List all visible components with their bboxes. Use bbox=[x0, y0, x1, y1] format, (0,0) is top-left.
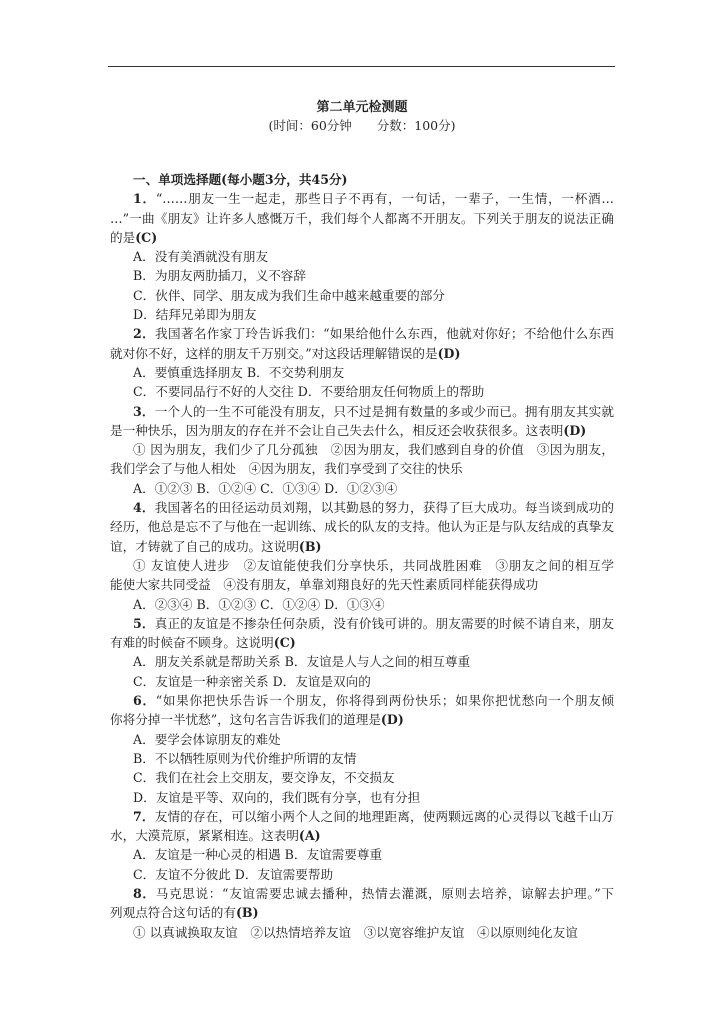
answer-letter: B bbox=[304, 538, 316, 554]
answer-paren: ) bbox=[397, 712, 404, 728]
stem-text: 水，大漠荒原，紧紧相连。这表明 bbox=[110, 828, 299, 844]
stem-text: …”一曲《朋友》让许多人感慨万千，我们每个人都离不开朋友。下列关于朋友的说法正确 bbox=[110, 210, 614, 226]
question-number: 1． bbox=[133, 191, 156, 207]
page-title: 第二单元检测题 bbox=[316, 100, 408, 115]
answer-letter: C bbox=[141, 229, 152, 245]
stem-text: 是一种快乐，因为朋友的存在并不会让自己失去什么，相反还会收获很多。这表明 bbox=[110, 422, 564, 438]
question-stem-line bbox=[110, 884, 614, 903]
question-stem-line bbox=[110, 402, 614, 421]
question-number: 8． bbox=[133, 885, 156, 901]
stem-text: 真正的友谊是不掺杂任何杂质，没有价钱可讲的。朋友需要的时候不请自来，朋友 bbox=[154, 615, 614, 631]
option-line: C．友谊是一种亲密关系 D．友谊是双向的 bbox=[133, 673, 371, 689]
question-number: 5． bbox=[133, 615, 155, 631]
answer-paren: ( bbox=[380, 712, 387, 728]
stem-text: 就对你不好，这样的朋友千万别交。”对这段话理解错误的是 bbox=[110, 345, 438, 361]
answer-paren: ) bbox=[315, 538, 322, 554]
question-stem-line bbox=[110, 209, 614, 228]
option-line: D．结拜兄弟即为朋友 bbox=[133, 307, 257, 323]
statement-line: ① 友谊使人进步 ②友谊能使我们分享快乐，共同战胜困难 ③朋友之间的相互学 bbox=[133, 557, 614, 573]
option-line: A．要学会体谅朋友的难处 bbox=[133, 731, 281, 747]
answer-paren: ( bbox=[235, 905, 242, 921]
answer-paren: ( bbox=[437, 345, 444, 361]
question-stem-line bbox=[110, 807, 614, 826]
question-stem-line bbox=[110, 344, 614, 363]
question-stem-line bbox=[110, 189, 614, 208]
question-number: 6． bbox=[133, 693, 156, 709]
question-number: 3． bbox=[133, 403, 155, 419]
answer-paren: ) bbox=[454, 345, 461, 361]
option-line: C．友谊不分彼此 D．友谊需要帮助 bbox=[133, 866, 334, 882]
answer-paren: ) bbox=[289, 635, 296, 651]
question-number: 4． bbox=[133, 500, 155, 516]
stem-text: “……朋友一生一起走，那些日子不再有，一句话，一辈子，一生情，一杯酒… bbox=[155, 191, 614, 207]
question-number: 2． bbox=[133, 326, 156, 342]
header-rule bbox=[108, 66, 615, 67]
answer-paren: ) bbox=[151, 229, 158, 245]
question-stem-line bbox=[110, 228, 614, 247]
answer-paren: ( bbox=[298, 828, 305, 844]
question-stem-line bbox=[110, 324, 614, 343]
answer-letter: A bbox=[304, 828, 315, 844]
statement-line: 我们学会了与他人相处 ④因为朋友，我们享受到了交往的快乐 bbox=[110, 461, 463, 477]
question-body bbox=[110, 170, 614, 942]
stem-text: 我国著名的田径运动员刘翔，以其勤恳的努力，获得了巨大成功。每当谈到成功的 bbox=[154, 500, 614, 516]
stem-text: 你将分掉一半忧愁”，这句名言告诉我们的道理是 bbox=[110, 712, 381, 728]
answer-paren: ( bbox=[298, 538, 305, 554]
option-line: C．我们在社会上交朋友，要交诤友，不交损友 bbox=[133, 770, 395, 786]
answer-paren: ( bbox=[135, 229, 142, 245]
statement-line: ① 因为朋友，我们少了几分孤独 ②因为朋友，我们感到自身的价值 ③因为朋友， bbox=[133, 442, 614, 458]
answer-paren: ) bbox=[580, 422, 587, 438]
answer-paren: ) bbox=[252, 905, 259, 921]
question-stem-line bbox=[110, 633, 614, 652]
statement-line: ① 以真诚换取友谊 ②以热情培养友谊 ③以宽容维护友谊 ④以原则纯化友谊 bbox=[133, 924, 578, 940]
exam-info: (时间：60分钟 分数：100分) bbox=[268, 118, 456, 133]
option-line: A．没有美酒就没有朋友 bbox=[133, 249, 269, 265]
question-stem-line bbox=[110, 710, 614, 729]
stem-text: “如果你把快乐告诉一个朋友，你将得到两份快乐；如果你把忧愁向一个朋友倾 bbox=[155, 693, 614, 709]
question-stem-line bbox=[110, 517, 614, 536]
answer-paren: ( bbox=[273, 635, 280, 651]
stem-text: 的是 bbox=[110, 229, 136, 245]
answer-letter: D bbox=[386, 712, 398, 728]
answer-paren: ) bbox=[314, 828, 321, 844]
statement-line: 能使大家共同受益 ④没有朋友，单靠刘翔良好的先天性素质同样能获得成功 bbox=[110, 577, 539, 593]
question-number: 7． bbox=[133, 808, 155, 824]
option-line: B．为朋友两肋插刀，义不容辞 bbox=[133, 268, 306, 284]
stem-text: 谊，才铸就了自己的成功。这说明 bbox=[110, 538, 299, 554]
answer-letter: D bbox=[569, 422, 581, 438]
question-stem-line bbox=[110, 614, 614, 633]
option-line: A．要慎重选择朋友 B．不交势利朋友 bbox=[133, 364, 345, 380]
section-heading: 一、单项选择题(每小题3分，共45分) bbox=[133, 172, 348, 187]
answer-letter: C bbox=[279, 635, 290, 651]
answer-letter: B bbox=[241, 905, 253, 921]
option-line: C．不要同品行不好的人交往 D．不要给朋友任何物质上的帮助 bbox=[133, 384, 485, 400]
question-stem-line bbox=[110, 903, 614, 922]
stem-text: 友情的存在，可以缩小两个人之间的地理距离，使两颗远离的心灵得以飞越千山万 bbox=[154, 808, 614, 824]
stem-text: 经历，他总是忘不了与他在一起训练、成长的队友的支持。他认为正是与队友结成的真挚友 bbox=[110, 519, 614, 535]
stem-text: 列观点符合这句话的有 bbox=[110, 905, 236, 921]
answer-letter: D bbox=[443, 345, 455, 361]
stem-text: 有难的时候奋不顾身。这说明 bbox=[110, 635, 274, 651]
stem-text: 马克思说：“友谊需要忠诚去播种，热情去灌溉，原则去培养，谅解去护理。”下 bbox=[155, 885, 614, 901]
question-stem-line bbox=[110, 537, 614, 556]
answer-paren: ( bbox=[563, 422, 570, 438]
option-line: A．友谊是一种心灵的相遇 B．友谊需要尊重 bbox=[133, 847, 383, 863]
option-line: A．①②③ B．①②④ C．①③④ D．①②③④ bbox=[133, 480, 398, 496]
stem-text: 我国著名作家丁玲告诉我们：“如果给他什么东西，他就对你好；不给他什么东西 bbox=[155, 326, 614, 342]
stem-text: 一个人的一生不可能没有朋友，只不过是拥有数量的多或少而已。拥有朋友其实就 bbox=[154, 403, 614, 419]
question-stem-line bbox=[110, 421, 614, 440]
option-line: C．伙伴、同学、朋友成为我们生命中越来越重要的部分 bbox=[133, 287, 445, 303]
question-stem-line bbox=[110, 498, 614, 517]
question-stem-line bbox=[110, 691, 614, 710]
option-line: B．不以牺牲原则为代价维护所谓的友情 bbox=[133, 750, 357, 766]
question-stem-line bbox=[110, 826, 614, 845]
option-line: A．朋友关系就是帮助关系 B．友谊是人与人之间的相互尊重 bbox=[133, 654, 471, 670]
option-line: D．友谊是平等、双向的，我们既有分享，也有分担 bbox=[133, 789, 421, 805]
option-line: A．②③④ B．①②③ C．①②④ D．①③④ bbox=[133, 596, 385, 612]
